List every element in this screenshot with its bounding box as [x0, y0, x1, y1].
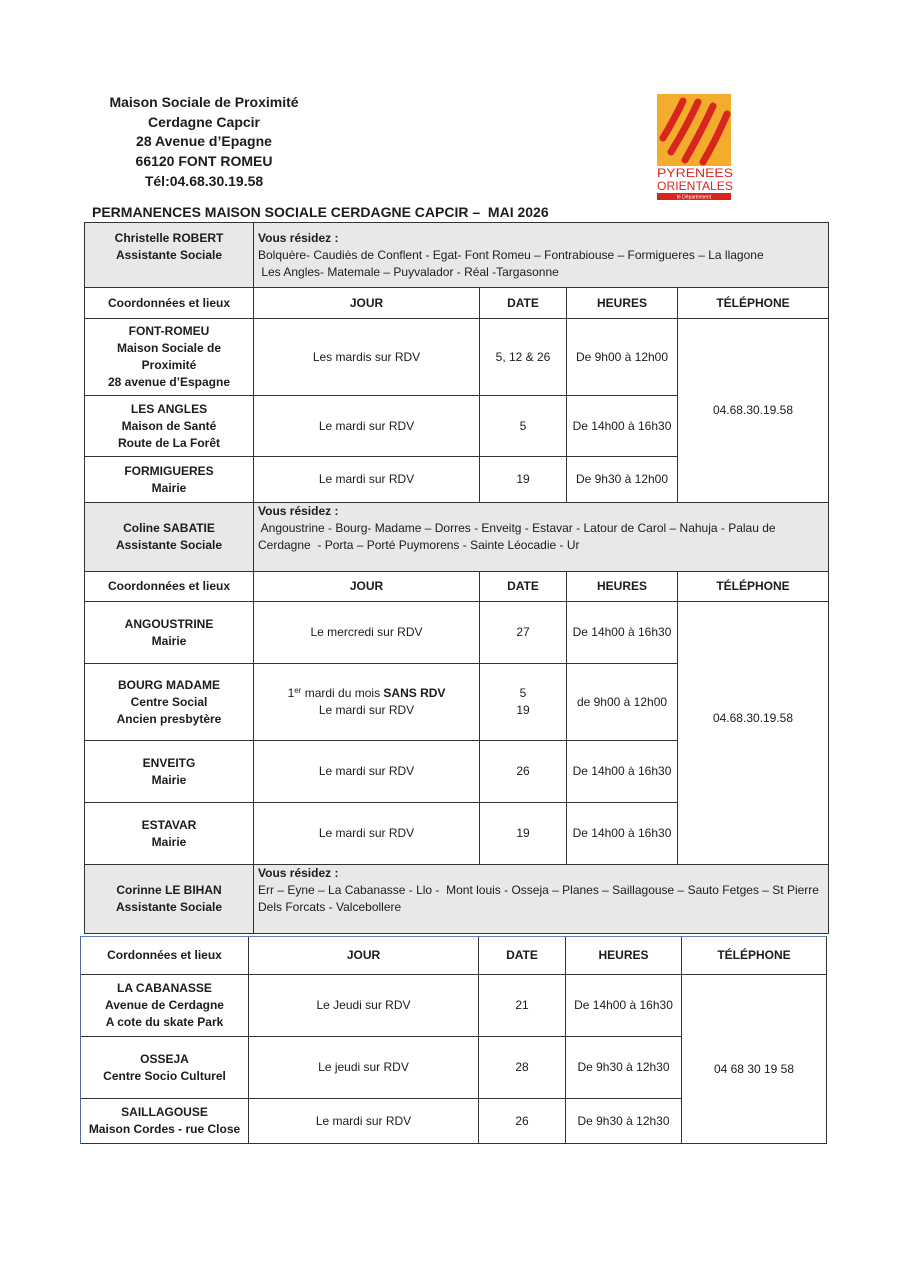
day-cell: Le jeudi sur RDV	[249, 1037, 479, 1099]
column-header-hours: HEURES	[567, 572, 678, 602]
date-cell: 21	[479, 975, 566, 1037]
phone-cell: 04.68.30.19.58	[678, 602, 829, 865]
org-phone: Tél:04.68.30.19.58	[144, 172, 264, 189]
org-name: Maison Sociale de Proximité	[109, 94, 299, 110]
place-town: SAILLAGOUSE	[121, 1105, 208, 1119]
place-detail: Mairie	[151, 480, 187, 495]
hours-cell: de 9h00 à 12h00	[567, 664, 678, 741]
day-text: mardi du mois	[301, 686, 384, 700]
residence-communes: Bolquère- Caudiès de Conflent - Egat- Font Romeu – Fontrabiouse – Formigueres – La llagone	[258, 248, 764, 262]
day-cell: Le mardi sur RDV	[249, 1099, 479, 1144]
date-cell: 26	[479, 1099, 566, 1144]
place-cell	[85, 664, 254, 741]
column-header-place: Coordonnées et lieux	[85, 572, 254, 602]
hours-cell: De 9h30 à 12h00	[567, 457, 678, 503]
place-detail: 28 avenue d’Espagne	[107, 375, 231, 389]
ordinal-number: 1	[287, 686, 295, 700]
agent-role: Assistante Sociale	[115, 248, 223, 262]
org-area: Cerdagne Capcir	[147, 113, 261, 130]
date-value: 19	[516, 703, 530, 717]
residence-cell	[254, 503, 829, 572]
day-line: Le mardi sur RDV	[318, 703, 415, 717]
residence-label: Vous résidez :	[258, 504, 339, 518]
agent-name: Coline SABATIE	[123, 521, 215, 535]
column-header-day: JOUR	[249, 937, 479, 975]
place-cell	[81, 1099, 249, 1144]
place-cell	[85, 319, 254, 396]
page-title: PERMANENCES MAISON SOCIALE CERDAGNE CAPCIR – MAI 2026	[92, 204, 549, 220]
date-cell: 27	[480, 602, 567, 664]
day-cell: Le mardi sur RDV	[254, 741, 480, 803]
residence-communes: Les Angles- Matemale – Puyvalador - Réal -Targasonne	[258, 265, 559, 279]
day-cell: Le Jeudi sur RDV	[249, 975, 479, 1037]
hours-cell: De 14h00 à 16h30	[567, 602, 678, 664]
column-header-day: JOUR	[254, 572, 480, 602]
place-detail: Centre Socio Culturel	[103, 1068, 226, 1083]
place-town: ENVEITG	[142, 755, 196, 770]
day-cell	[254, 664, 480, 741]
day-cell: Le mardi sur RDV	[254, 457, 480, 503]
hours-cell: De 9h30 à 12h30	[566, 1037, 682, 1099]
place-town: BOURG MADAME	[118, 677, 220, 692]
column-header-date: DATE	[480, 288, 567, 319]
date-cell: 5, 12 & 26	[480, 319, 567, 396]
logo-band-text: le Département	[676, 194, 712, 201]
place-detail: Maison Cordes - rue Close	[88, 1122, 241, 1136]
place-detail: Proximité	[141, 358, 197, 372]
column-header-phone: TÉLÉPHONE	[678, 288, 829, 319]
day-line	[288, 685, 446, 702]
column-header-date: DATE	[480, 572, 567, 602]
place-town: LA CABANASSE	[117, 981, 212, 995]
place-detail: A cote du skate Park	[105, 1015, 224, 1029]
day-cell: Le mardi sur RDV	[254, 803, 480, 865]
date-cell: 26	[480, 741, 567, 803]
place-detail: Ancien presbytère	[116, 711, 222, 726]
day-cell: Le mercredi sur RDV	[254, 602, 480, 664]
place-detail: Mairie	[151, 633, 187, 648]
place-cell	[85, 602, 254, 664]
date-cell: 5	[480, 396, 567, 457]
hours-cell: De 14h00 à 16h30	[566, 975, 682, 1037]
date-cell: 28	[479, 1037, 566, 1099]
column-header-place: Coordonnées et lieux	[85, 288, 254, 319]
place-detail: Mairie	[151, 772, 187, 787]
place-town: OSSEJA	[140, 1051, 189, 1066]
org-city: 66120 FONT ROMEU	[135, 153, 273, 170]
org-address-block	[104, 93, 304, 192]
ordinal-suffix: er	[294, 686, 302, 695]
org-street: 28 Avenue d’Epagne	[136, 133, 272, 150]
agent-cell	[85, 223, 254, 288]
place-cell	[81, 975, 249, 1037]
place-detail: Mairie	[151, 834, 187, 849]
no-appointment-label: SANS RDV	[383, 686, 446, 700]
place-detail: Centre Social	[130, 694, 208, 709]
logo-line2: ORIENTALES	[657, 179, 733, 193]
agent-role: Assistante Sociale	[115, 538, 223, 552]
column-header-hours: HEURES	[566, 937, 682, 975]
schedule-table-secondary	[80, 936, 827, 1144]
date-value: 5	[519, 686, 527, 700]
agent-cell	[85, 503, 254, 572]
agent-role: Assistante Sociale	[115, 900, 223, 914]
residence-label: Vous résidez :	[258, 866, 339, 880]
hours-cell: De 14h00 à 16h30	[567, 741, 678, 803]
column-header-hours: HEURES	[567, 288, 678, 319]
date-cell: 19	[480, 457, 567, 503]
residence-communes: Err – Eyne – La Cabanasse - Llo - Mont louis - Osseja – Planes – Saillagouse – Sauto Fetges – St Pierre	[258, 883, 819, 897]
date-cell	[480, 664, 567, 741]
day-cell: Le mardi sur RDV	[254, 396, 480, 457]
agent-name: Corinne LE BIHAN	[116, 883, 222, 897]
residence-cell	[254, 865, 829, 934]
column-header-place: Cordonnées et lieux	[81, 937, 249, 975]
logo-line1: PYRENEES	[657, 166, 733, 180]
phone-cell: 04.68.30.19.58	[678, 319, 829, 503]
column-header-date: DATE	[479, 937, 566, 975]
place-cell	[85, 457, 254, 503]
phone-cell: 04 68 30 19 58	[682, 975, 827, 1144]
place-town: FONT-ROMEU	[128, 324, 210, 338]
agent-cell	[85, 865, 254, 934]
place-town: ANGOUSTRINE	[124, 616, 214, 631]
place-cell	[85, 803, 254, 865]
hours-cell: De 14h00 à 16h30	[567, 396, 678, 457]
day-cell: Les mardis sur RDV	[254, 319, 480, 396]
place-town: FORMIGUERES	[124, 463, 214, 478]
schedule-table-main	[84, 222, 829, 934]
place-cell	[81, 1037, 249, 1099]
hours-cell: De 9h00 à 12h00	[567, 319, 678, 396]
place-detail: Maison de Santé	[121, 418, 217, 433]
pyrenees-orientales-logo	[655, 92, 737, 202]
residence-cell	[254, 223, 829, 288]
residence-communes: Angoustrine - Bourg- Madame – Dorres - Enveitg - Estavar - Latour de Carol – Nahuja - Palau de	[258, 521, 776, 535]
place-detail: Maison Sociale de	[116, 341, 222, 355]
place-town: LES ANGLES	[130, 401, 208, 416]
place-cell	[85, 396, 254, 457]
hours-cell: De 9h30 à 12h30	[566, 1099, 682, 1144]
residence-communes: Dels Forcats - Valcebollere	[258, 900, 402, 914]
column-header-day: JOUR	[254, 288, 480, 319]
date-cell: 19	[480, 803, 567, 865]
column-header-phone: TÉLÉPHONE	[678, 572, 829, 602]
agent-name: Christelle ROBERT	[114, 231, 224, 245]
place-detail: Avenue de Cerdagne	[105, 998, 224, 1012]
hours-cell: De 14h00 à 16h30	[567, 803, 678, 865]
place-cell	[85, 741, 254, 803]
column-header-phone: TÉLÉPHONE	[682, 937, 827, 975]
place-town: ESTAVAR	[141, 817, 197, 832]
residence-label: Vous résidez :	[258, 231, 339, 245]
residence-communes: Cerdagne - Porta – Porté Puymorens - Sainte Léocadie - Ur	[258, 538, 580, 552]
place-detail: Route de La Forêt	[117, 435, 220, 450]
